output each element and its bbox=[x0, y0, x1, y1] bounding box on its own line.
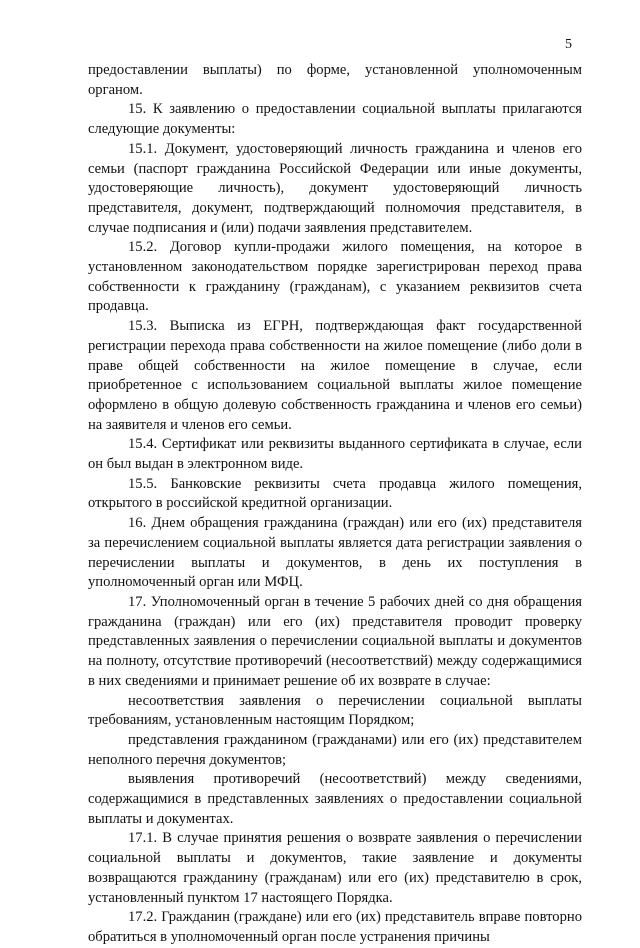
paragraph-17-2: 17.2. Гражданин (граждане) или его (их) представитель вправе повторно обратиться в уполномоченный орган после устранения причины bbox=[88, 909, 582, 945]
document-body bbox=[88, 61, 582, 948]
paragraph-15-5: 15.5. Банковские реквизиты счета продавца жилого помещения, открытого в российской кредитной организации. bbox=[88, 475, 582, 512]
paragraph-17-case-1: несоответствия заявления о перечислении социальной выплаты требованиям, установленным настоящим Порядком; bbox=[88, 692, 582, 729]
paragraph-17-case-2: представления гражданином (гражданами) или его (их) представителем неполного перечня документов; bbox=[88, 731, 582, 768]
paragraph-15: 15. К заявлению о предоставлении социальной выплаты прилагаются следующие документы: bbox=[88, 101, 582, 138]
paragraph-17-1: 17.1. В случае принятия решения о возврате заявления о перечислении социальной выплаты и документов, такие заявление и документы возвращаются гражданину (гражданам) или его (их) представителю в срок, установленный пунктом 17 настоящего Порядка. bbox=[88, 830, 582, 906]
paragraph-15-2: 15.2. Договор купли-продажи жилого помещения, на которое в установленном законодательством порядке зарегистрирован переход права собственности к гражданину (гражданам), с указанием реквизитов счета продавца. bbox=[88, 239, 582, 315]
paragraph-15-1: 15.1. Документ, удостоверяющий личность гражданина и членов его семьи (паспорт гражданина Российской Федерации или иные документы, удостоверяющие личность), документ удостоверяющий личность представителя, документ, подтверждающий полномочия представителя, в случае подписания и (или) подачи заявления представителем. bbox=[88, 140, 582, 236]
paragraph-17-case-3: выявления противоречий (несоответствий) между сведениями, содержащимися в представленных заявлениях о предоставлении социальной выплаты и документах. bbox=[88, 771, 582, 827]
paragraph-continuation: предоставлении выплаты) по форме, установленной уполномоченным органом. bbox=[88, 62, 582, 98]
paragraph-16: 16. Днем обращения гражданина (граждан) или его (их) представителя за перечислением социальной выплаты является дата регистрации заявления о перечислении выплаты и документов, в день их поступления в уполномоченный орган или МФЦ. bbox=[88, 515, 582, 591]
page-number: 5 bbox=[565, 37, 572, 52]
paragraph-15-4: 15.4. Сертификат или реквизиты выданного сертификата в случае, если он был выдан в электронном виде. bbox=[88, 436, 582, 473]
paragraph-17: 17. Уполномоченный орган в течение 5 рабочих дней со дня обращения гражданина (граждан) или его (их) представителя проводит проверку представленных заявления о перечислении социальной выплаты и документов на полноту, отсутствие противоречий (несоответствий) между содержащимися в них сведениями и принимает решение об их возврате в случае: bbox=[88, 593, 582, 689]
paragraph-15-3: 15.3. Выписка из ЕГРН, подтверждающая факт государственной регистрации перехода права собственности на жилое помещение (либо доли в праве общей собственности на жилое помещение в случае, если приобретенное с использованием социальной выплаты жилое помещение оформлено в общую долевую собственность гражданина и членов его семьи) на заявителя и членов его семьи. bbox=[88, 318, 582, 433]
